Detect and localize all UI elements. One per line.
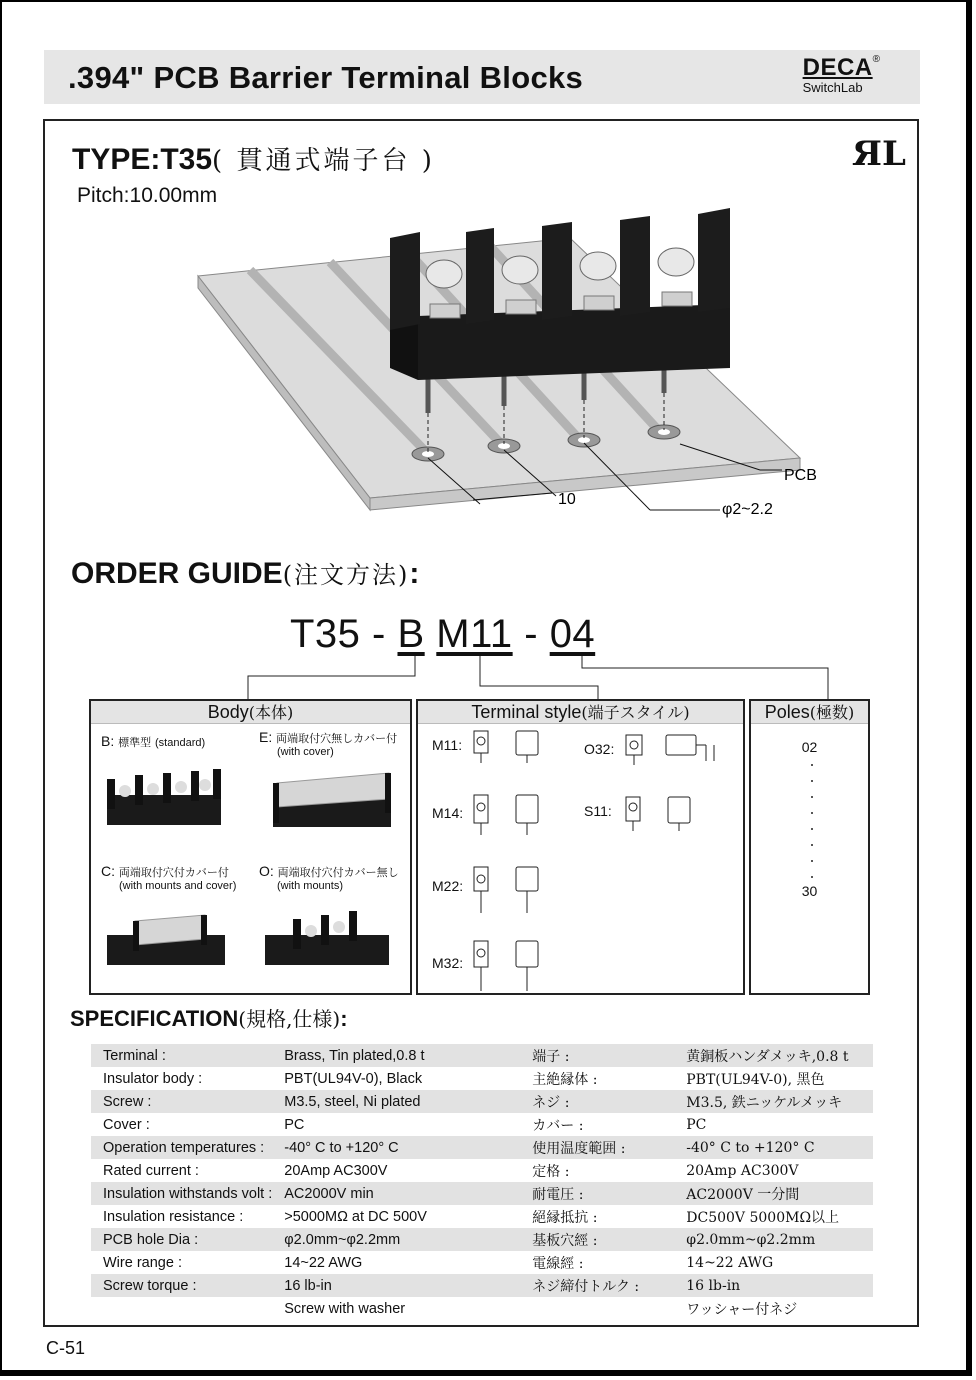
spec-label: Terminal : [91,1044,272,1067]
order-code-poles: 04 [549,612,596,656]
spec-value-jp: PC [686,1116,707,1133]
spec-row [91,1067,873,1090]
body-option-o: O: 両端取付穴付カバー無し (with mounts) [259,863,399,892]
spec-label: Insulation withstands volt : [91,1182,272,1205]
poles-min: 02 [801,739,818,755]
header-bar [44,50,920,104]
body-option-b: B: 標準型 (standard) [101,733,206,749]
spec-label-jp: 基板穴經 : [520,1228,674,1251]
terminal-m11-label: M11: [432,737,463,753]
terminal-m32-icon [470,937,550,995]
spec-value: PC [284,1116,305,1133]
order-guide-heading-jp: (注文方法) [282,561,410,589]
spec-value-jp: ワッシャー付ネジ [686,1301,798,1318]
spec-row [91,1205,873,1228]
spec-value-jp: AC2000V 一分間 [674,1182,873,1205]
terminal-m32-label: M32: [432,955,464,971]
page-number: C-51 [46,1338,86,1358]
poles-range-dots [809,761,815,881]
terminal-m14-icon [470,791,550,839]
terminal-s11-icon [622,793,702,837]
type-heading: TYPE:T35( 貫通式端子台 ) [72,143,435,176]
spec-value: 14~22 AWG [284,1254,363,1271]
spec-value: Screw with washer [284,1300,406,1317]
spec-value-jp: DC500V 5000MΩ以上 [686,1209,840,1226]
spec-value-jp: 20Amp AC300V [686,1162,799,1179]
spec-label: Screw : [91,1090,272,1113]
spec-label-jp: 主絶縁体 : [532,1071,598,1088]
spec-row [91,1274,873,1297]
spec-value: AC2000V min [272,1182,520,1205]
spec-value: 20Amp AC300V [284,1162,388,1179]
spec-label-jp: 使用温度範囲 : [520,1136,674,1159]
spec-value-jp: 14~22 AWG [686,1254,774,1271]
spec-label-jp: 電線經 : [532,1255,584,1272]
brand-name: DECA [802,54,873,81]
ul-certification-icon: ЯL [852,134,906,174]
spec-value-jp: M3.5, 鉄ニッケルメッキ [674,1090,873,1113]
spec-label: Screw torque : [91,1274,272,1297]
spec-value: φ2.0mm~φ2.2mm [272,1228,520,1251]
poles-heading: Poles(極数) [751,701,868,724]
type-heading-jp: ( 貫通式端子台 ) [212,146,435,176]
body-c-image [105,905,229,971]
spec-label: Rated current : [103,1162,199,1179]
spec-value-jp: φ2.0mm~φ2.2mm [674,1228,873,1251]
body-b-image [105,769,225,831]
poles-panel [749,699,870,995]
body-e-image [271,769,395,831]
spec-label: PCB hole Dia : [91,1228,272,1251]
order-code-body: B [397,612,425,656]
terminal-block-illustration [190,208,850,528]
body-o-image [263,905,393,971]
body-panel-heading: Body(本体) [91,701,410,724]
spec-label [91,1297,272,1320]
order-guide-heading: ORDER GUIDE(注文方法): [71,557,420,590]
spec-label: Wire range : [103,1254,182,1271]
terminal-o32-icon [622,731,726,771]
body-option-e: E: 両端取付穴無しカバー付 (with cover) [259,729,398,758]
spec-value: M3.5, steel, Ni plated [272,1090,520,1113]
hole-dimension-label: φ2~2.2 [722,501,773,518]
spec-row [91,1044,873,1067]
spec-value: PBT(UL94V-0), Black [284,1070,423,1087]
spec-row [91,1159,873,1182]
pcb-label: PCB [784,467,817,484]
spec-label-jp: ネジ : [520,1090,674,1113]
specification-heading-jp: (規格,仕様) [238,1007,341,1031]
specification-heading: SPECIFICATION(規格,仕様): [70,1006,348,1031]
page-title: .394" PCB Barrier Terminal Blocks [68,60,584,95]
order-code: T35 - B M11 - 04 [290,612,596,656]
pitch-dimension-label: 10 [558,491,576,508]
spec-row [91,1297,873,1320]
brand-logo [803,54,880,95]
body-option-c: C: 両端取付穴付カバー付 (with mounts and cover) [101,863,237,892]
spec-value-jp: 16 lb-in [674,1274,873,1297]
spec-row [91,1251,873,1274]
spec-value: Brass, Tin plated,0.8 t [272,1044,520,1067]
spec-label-jp: 定格 : [532,1163,570,1180]
spec-label: Operation temperatures : [91,1136,272,1159]
spec-row [91,1090,873,1113]
terminal-s11-label: S11: [584,803,612,819]
spec-label-jp: 耐電圧 : [520,1182,674,1205]
registered-mark: ® [872,54,880,65]
spec-label: Insulator body : [103,1070,203,1087]
terminal-m11-icon [470,727,550,767]
spec-value-jp: PBT(UL94V-0), 黑色 [686,1071,825,1088]
terminal-style-heading: Terminal style(端子スタイル) [418,701,743,724]
terminal-m22-icon [470,863,550,917]
specification-table [91,1044,873,1320]
brand-subtitle: SwitchLab [802,80,863,95]
spec-value: >5000MΩ at DC 500V [284,1208,427,1225]
spec-label-jp: カバー : [532,1117,584,1134]
spec-value: 16 lb-in [272,1274,520,1297]
terminal-style-panel [416,699,745,995]
spec-row [91,1182,873,1205]
terminal-m14-label: M14: [432,805,464,821]
spec-label-jp: ネジ締付トルク : [520,1274,674,1297]
pitch-label: Pitch:10.00mm [77,184,218,207]
spec-row [91,1136,873,1159]
terminal-m22-label: M22: [432,878,464,894]
spec-value-jp: 黄銅板ハンダメッキ,0.8 t [674,1044,873,1067]
body-panel [89,699,412,995]
spec-label-jp: 絕縁抵抗 : [532,1209,598,1226]
spec-label: Cover : [103,1116,150,1133]
spec-value: -40° C to +120° C [272,1136,520,1159]
order-code-terminal: M11 [436,612,513,656]
spec-label-jp [520,1297,674,1320]
poles-max: 30 [801,883,818,899]
spec-label: Insulation resistance : [103,1208,244,1225]
spec-label-jp: 端子 : [520,1044,674,1067]
terminal-o32-label: O32: [584,741,615,757]
spec-value-jp: -40° C to +120° C [674,1136,873,1159]
spec-row [91,1228,873,1251]
spec-row [91,1113,873,1136]
